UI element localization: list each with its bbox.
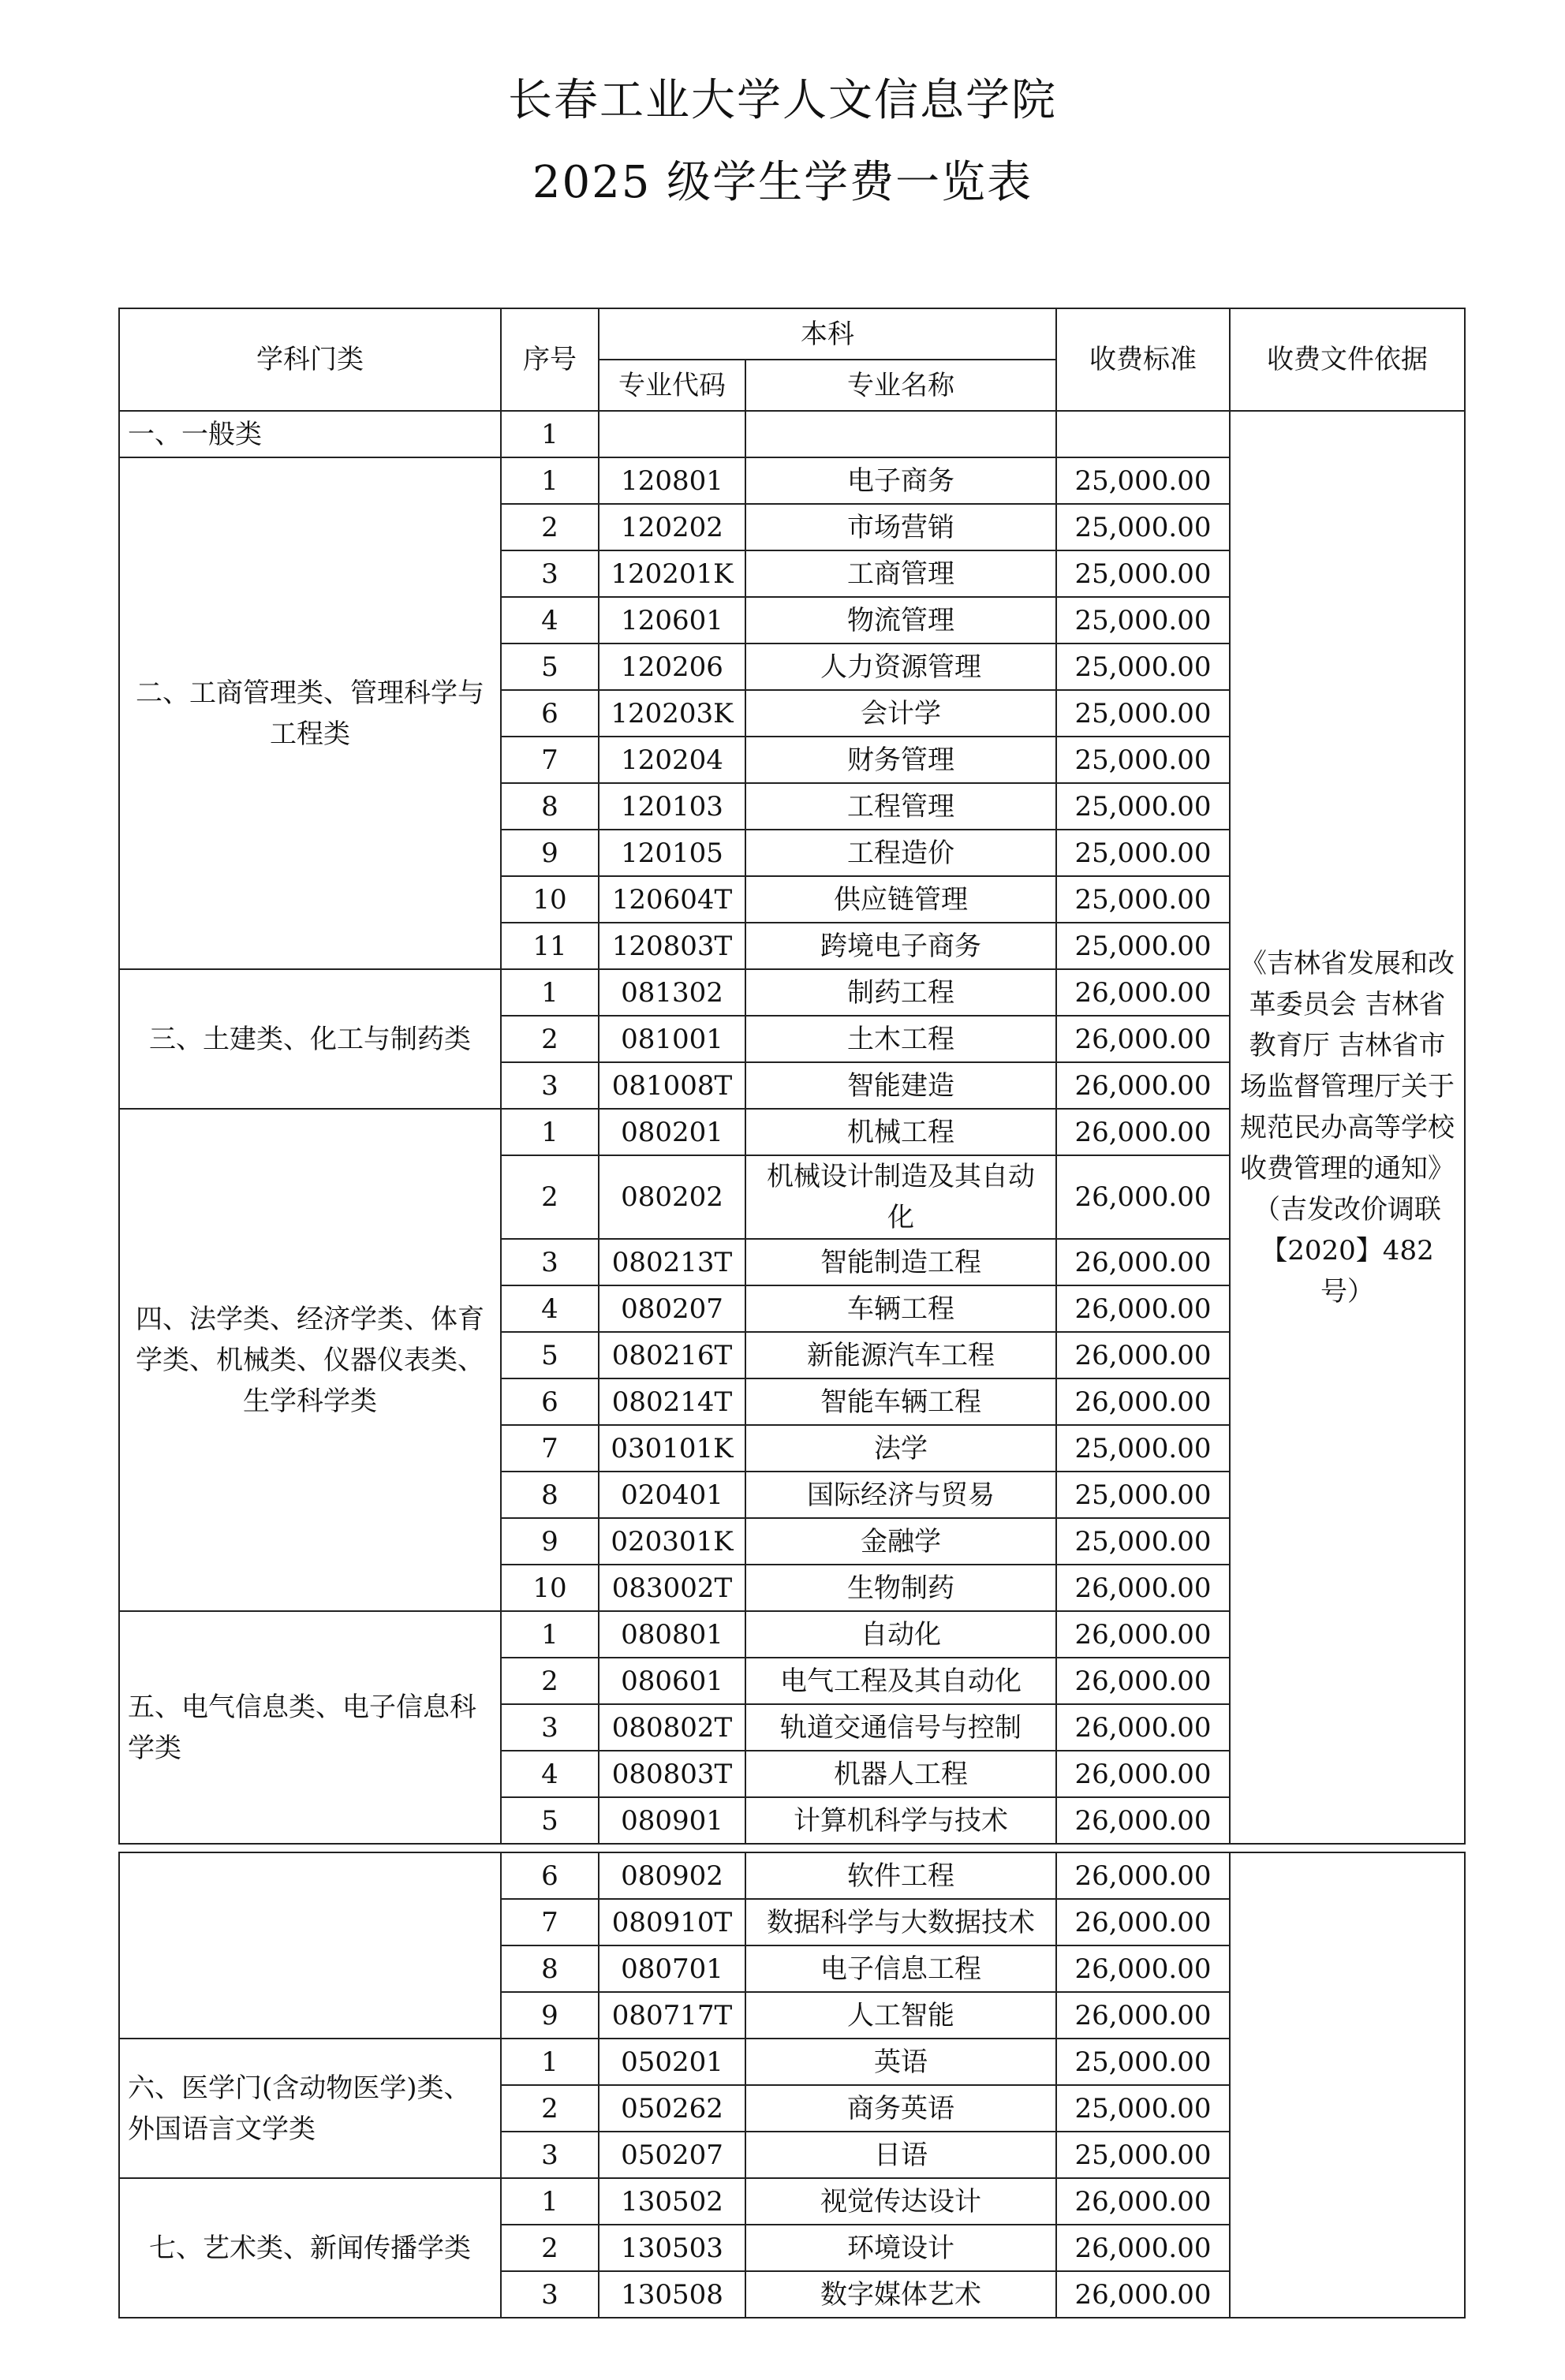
seq-cell: 1 <box>501 1611 599 1658</box>
fee-cell: 25,000.00 <box>1056 690 1230 737</box>
seq-cell: 8 <box>501 783 599 830</box>
fee-table-part-1 <box>118 308 1466 1845</box>
name-cell: 人力资源管理 <box>745 643 1056 690</box>
seq-cell: 2 <box>501 2225 599 2271</box>
code-cell: 081302 <box>599 969 745 1016</box>
document-title: 长春工业大学人文信息学院 <box>508 75 1057 126</box>
fee-cell: 25,000.00 <box>1056 504 1230 550</box>
code-cell: 080207 <box>599 1285 745 1332</box>
header-undergrad: 本科 <box>599 308 1056 360</box>
name-cell: 供应链管理 <box>745 876 1056 923</box>
seq-cell: 3 <box>501 2132 599 2178</box>
code-cell: 120206 <box>599 643 745 690</box>
fee-cell: 26,000.00 <box>1056 1378 1230 1425</box>
fee-cell: 25,000.00 <box>1056 1425 1230 1472</box>
name-cell: 电气工程及其自动化 <box>745 1658 1056 1704</box>
fee-cell: 26,000.00 <box>1056 1109 1230 1155</box>
fee-cell: 25,000.00 <box>1056 457 1230 504</box>
name-cell: 市场营销 <box>745 504 1056 550</box>
name-cell: 商务英语 <box>745 2085 1056 2132</box>
name-cell: 工程管理 <box>745 783 1056 830</box>
seq-cell: 8 <box>501 1945 599 1992</box>
code-cell: 130503 <box>599 2225 745 2271</box>
code-cell: 080213T <box>599 1239 745 1285</box>
seq-cell: 8 <box>501 1472 599 1518</box>
fee-cell: 26,000.00 <box>1056 1945 1230 1992</box>
seq-cell: 4 <box>501 1751 599 1797</box>
name-cell: 金融学 <box>745 1518 1056 1565</box>
fee-cell: 26,000.00 <box>1056 1239 1230 1285</box>
category-cell: 二、工商管理类、管理科学与工程类 <box>119 457 501 969</box>
code-cell: 120801 <box>599 457 745 504</box>
seq-cell: 1 <box>501 2178 599 2225</box>
code-cell: 130502 <box>599 2178 745 2225</box>
fee-cell: 26,000.00 <box>1056 1016 1230 1062</box>
name-cell: 自动化 <box>745 1611 1056 1658</box>
seq-cell: 6 <box>501 1378 599 1425</box>
code-cell: 120105 <box>599 830 745 876</box>
seq-cell: 2 <box>501 1658 599 1704</box>
fee-cell: 25,000.00 <box>1056 923 1230 969</box>
fee-cell: 25,000.00 <box>1056 783 1230 830</box>
seq-cell: 9 <box>501 1992 599 2039</box>
fee-cell: 25,000.00 <box>1056 550 1230 597</box>
fee-cell: 26,000.00 <box>1056 1658 1230 1704</box>
code-cell: 080902 <box>599 1852 745 1899</box>
name-cell: 财务管理 <box>745 737 1056 783</box>
name-cell: 智能制造工程 <box>745 1239 1056 1285</box>
code-cell: 080910T <box>599 1899 745 1945</box>
category-cell: 六、医学门(含动物医学)类、外国语言文学类 <box>119 2039 501 2178</box>
name-cell: 人工智能 <box>745 1992 1056 2039</box>
code-cell: 080802T <box>599 1704 745 1751</box>
fee-cell: 25,000.00 <box>1056 1472 1230 1518</box>
header-category: 学科门类 <box>119 308 501 411</box>
code-cell: 083002T <box>599 1565 745 1611</box>
code-cell: 120803T <box>599 923 745 969</box>
name-cell: 新能源汽车工程 <box>745 1332 1056 1378</box>
name-cell: 物流管理 <box>745 597 1056 643</box>
name-cell: 跨境电子商务 <box>745 923 1056 969</box>
seq-cell: 5 <box>501 643 599 690</box>
category-cell: 四、法学类、经济学类、体育学类、机械类、仪器仪表类、生学科学类 <box>119 1109 501 1611</box>
fee-basis-cell-continued <box>1230 1852 1465 2318</box>
code-cell: 080214T <box>599 1378 745 1425</box>
name-cell: 智能车辆工程 <box>745 1378 1056 1425</box>
name-cell: 数字媒体艺术 <box>745 2271 1056 2318</box>
fee-cell: 26,000.00 <box>1056 1899 1230 1945</box>
code-cell: 020301K <box>599 1518 745 1565</box>
code-cell: 080803T <box>599 1751 745 1797</box>
fee-cell: 25,000.00 <box>1056 597 1230 643</box>
seq-cell: 9 <box>501 1518 599 1565</box>
fee-cell: 25,000.00 <box>1056 2132 1230 2178</box>
fee-cell: 25,000.00 <box>1056 830 1230 876</box>
table-row <box>119 1852 1465 1899</box>
code-cell: 120203K <box>599 690 745 737</box>
code-cell: 120103 <box>599 783 745 830</box>
seq-cell: 1 <box>501 457 599 504</box>
code-cell: 080901 <box>599 1797 745 1844</box>
fee-cell: 25,000.00 <box>1056 643 1230 690</box>
code-cell: 050207 <box>599 2132 745 2178</box>
code-cell: 080202 <box>599 1155 745 1239</box>
name-cell <box>745 411 1056 457</box>
seq-cell: 6 <box>501 690 599 737</box>
code-cell: 120601 <box>599 597 745 643</box>
code-cell: 081008T <box>599 1062 745 1109</box>
name-cell: 轨道交通信号与控制 <box>745 1704 1056 1751</box>
code-cell: 080701 <box>599 1945 745 1992</box>
fee-cell: 26,000.00 <box>1056 1062 1230 1109</box>
fee-table-part-2 <box>118 1852 1466 2318</box>
fee-cell: 26,000.00 <box>1056 1155 1230 1239</box>
name-cell: 视觉传达设计 <box>745 2178 1056 2225</box>
fee-cell: 26,000.00 <box>1056 969 1230 1016</box>
fee-cell: 25,000.00 <box>1056 2039 1230 2085</box>
seq-cell: 1 <box>501 1109 599 1155</box>
name-cell: 会计学 <box>745 690 1056 737</box>
code-cell: 081001 <box>599 1016 745 1062</box>
category-cell: 一、一般类 <box>119 411 501 457</box>
seq-cell: 10 <box>501 1565 599 1611</box>
fee-cell: 25,000.00 <box>1056 2085 1230 2132</box>
header-seq: 序号 <box>501 308 599 411</box>
seq-cell: 7 <box>501 1899 599 1945</box>
fee-basis-cell: 《吉林省发展和改革委员会 吉林省教育厅 吉林省市场监督管理厅关于规范民办高等学校收费管理的通知》（吉发改价调联【2020】482 号） <box>1230 411 1465 1844</box>
name-cell: 电子信息工程 <box>745 1945 1056 1992</box>
name-cell: 日语 <box>745 2132 1056 2178</box>
code-cell: 120204 <box>599 737 745 783</box>
code-cell: 120201K <box>599 550 745 597</box>
name-cell: 工程造价 <box>745 830 1056 876</box>
seq-cell: 1 <box>501 2039 599 2085</box>
code-cell: 030101K <box>599 1425 745 1472</box>
seq-cell: 3 <box>501 1062 599 1109</box>
name-cell: 国际经济与贸易 <box>745 1472 1056 1518</box>
fee-cell: 26,000.00 <box>1056 1751 1230 1797</box>
fee-cell: 26,000.00 <box>1056 1992 1230 2039</box>
seq-cell: 4 <box>501 597 599 643</box>
name-cell: 车辆工程 <box>745 1285 1056 1332</box>
fee-cell <box>1056 411 1230 457</box>
name-cell: 软件工程 <box>745 1852 1056 1899</box>
seq-cell: 2 <box>501 2085 599 2132</box>
name-cell: 生物制药 <box>745 1565 1056 1611</box>
name-cell: 数据科学与大数据技术 <box>745 1899 1056 1945</box>
fee-cell: 25,000.00 <box>1056 876 1230 923</box>
category-cell <box>119 1852 501 2039</box>
seq-cell: 6 <box>501 1852 599 1899</box>
fee-cell: 26,000.00 <box>1056 1611 1230 1658</box>
name-cell: 机械工程 <box>745 1109 1056 1155</box>
fee-cell: 25,000.00 <box>1056 1518 1230 1565</box>
seq-cell: 7 <box>501 737 599 783</box>
code-cell: 120604T <box>599 876 745 923</box>
fee-cell: 25,000.00 <box>1056 737 1230 783</box>
fee-cell: 26,000.00 <box>1056 2225 1230 2271</box>
code-cell: 080201 <box>599 1109 745 1155</box>
seq-cell: 11 <box>501 923 599 969</box>
seq-cell: 1 <box>501 969 599 1016</box>
code-cell: 080216T <box>599 1332 745 1378</box>
name-cell: 电子商务 <box>745 457 1056 504</box>
code-cell: 020401 <box>599 1472 745 1518</box>
category-cell: 七、艺术类、新闻传播学类 <box>119 2178 501 2318</box>
category-cell: 五、电气信息类、电子信息科学类 <box>119 1611 501 1844</box>
seq-cell: 3 <box>501 550 599 597</box>
fee-cell: 26,000.00 <box>1056 2271 1230 2318</box>
header-code: 专业代码 <box>599 360 745 411</box>
code-cell: 130508 <box>599 2271 745 2318</box>
name-cell: 制药工程 <box>745 969 1056 1016</box>
code-cell: 080801 <box>599 1611 745 1658</box>
code-cell: 080717T <box>599 1992 745 2039</box>
seq-cell: 7 <box>501 1425 599 1472</box>
code-cell: 080601 <box>599 1658 745 1704</box>
name-cell: 法学 <box>745 1425 1056 1472</box>
seq-cell: 2 <box>501 1155 599 1239</box>
fee-cell: 26,000.00 <box>1056 1704 1230 1751</box>
code-cell: 050201 <box>599 2039 745 2085</box>
name-cell: 工商管理 <box>745 550 1056 597</box>
header-basis: 收费文件依据 <box>1230 308 1465 411</box>
fee-cell: 26,000.00 <box>1056 1332 1230 1378</box>
code-cell: 120202 <box>599 504 745 550</box>
name-cell: 智能建造 <box>745 1062 1056 1109</box>
seq-cell: 2 <box>501 1016 599 1062</box>
seq-cell: 2 <box>501 504 599 550</box>
fee-cell: 26,000.00 <box>1056 1852 1230 1899</box>
seq-cell: 10 <box>501 876 599 923</box>
seq-cell: 1 <box>501 411 599 457</box>
seq-cell: 3 <box>501 1239 599 1285</box>
header-fee: 收费标准 <box>1056 308 1230 411</box>
name-cell: 计算机科学与技术 <box>745 1797 1056 1844</box>
code-cell: 050262 <box>599 2085 745 2132</box>
name-cell: 环境设计 <box>745 2225 1056 2271</box>
name-cell: 机械设计制造及其自动化 <box>745 1155 1056 1239</box>
fee-cell: 26,000.00 <box>1056 1285 1230 1332</box>
fee-cell: 26,000.00 <box>1056 1797 1230 1844</box>
header-name: 专业名称 <box>745 360 1056 411</box>
fee-cell: 26,000.00 <box>1056 1565 1230 1611</box>
name-cell: 土木工程 <box>745 1016 1056 1062</box>
seq-cell: 9 <box>501 830 599 876</box>
category-cell: 三、土建类、化工与制药类 <box>119 969 501 1109</box>
document-subtitle: 2025 级学生学费一览表 <box>532 157 1033 208</box>
code-cell <box>599 411 745 457</box>
name-cell: 英语 <box>745 2039 1056 2085</box>
seq-cell: 3 <box>501 1704 599 1751</box>
fee-cell: 26,000.00 <box>1056 2178 1230 2225</box>
seq-cell: 3 <box>501 2271 599 2318</box>
seq-cell: 5 <box>501 1797 599 1844</box>
name-cell: 机器人工程 <box>745 1751 1056 1797</box>
seq-cell: 4 <box>501 1285 599 1332</box>
seq-cell: 5 <box>501 1332 599 1378</box>
